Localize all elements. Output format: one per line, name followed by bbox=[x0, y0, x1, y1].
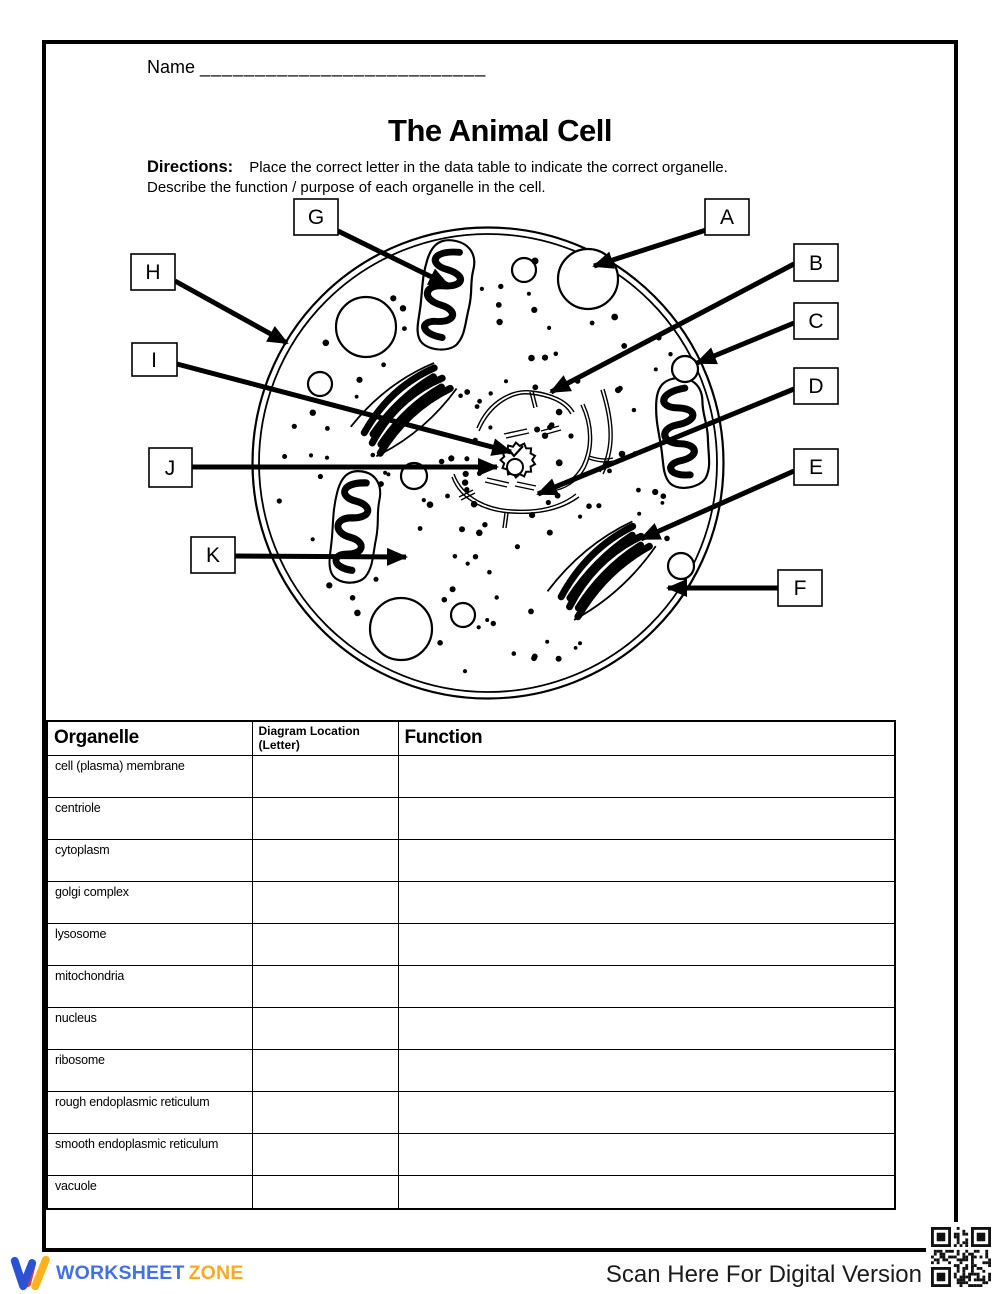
svg-text:E: E bbox=[808, 456, 824, 479]
diagram-label-a bbox=[705, 199, 749, 235]
letter-cell[interactable] bbox=[252, 881, 398, 923]
organelle-name: cytoplasm bbox=[47, 839, 252, 881]
function-cell[interactable] bbox=[398, 1091, 895, 1133]
function-cell[interactable] bbox=[398, 839, 895, 881]
svg-text:D: D bbox=[808, 375, 824, 398]
table-row bbox=[47, 839, 895, 881]
table-row bbox=[47, 965, 895, 1007]
qr-code bbox=[926, 1222, 996, 1292]
svg-text:K: K bbox=[205, 544, 221, 567]
organelle-name: centriole bbox=[47, 797, 252, 839]
organelle-name: rough endoplasmic reticulum bbox=[47, 1091, 252, 1133]
organelle-name: golgi complex bbox=[47, 881, 252, 923]
qr-code-pattern bbox=[931, 1227, 991, 1287]
svg-text:B: B bbox=[808, 252, 824, 275]
organelle-name: lysosome bbox=[47, 923, 252, 965]
diagram-label-k bbox=[191, 537, 235, 573]
diagram-label-g bbox=[294, 199, 338, 235]
brand-zone: ZONE bbox=[188, 1261, 244, 1284]
table-row bbox=[47, 1133, 895, 1175]
function-cell[interactable] bbox=[398, 1175, 895, 1209]
header-organelle: Organelle bbox=[47, 721, 252, 755]
diagram-label-c bbox=[794, 303, 838, 339]
function-cell[interactable] bbox=[398, 797, 895, 839]
function-cell[interactable] bbox=[398, 1007, 895, 1049]
letter-cell[interactable] bbox=[252, 1091, 398, 1133]
table-row bbox=[47, 1007, 895, 1049]
brand-worksheet: WORKSHEET bbox=[56, 1261, 185, 1284]
svg-text:I: I bbox=[151, 349, 157, 372]
diagram-label-j bbox=[149, 448, 192, 487]
function-cell[interactable] bbox=[398, 965, 895, 1007]
organelle-name: nucleus bbox=[47, 1007, 252, 1049]
letter-cell[interactable] bbox=[252, 1049, 398, 1091]
header-diagram-location: Diagram Location (Letter) bbox=[252, 721, 398, 755]
table-row bbox=[47, 923, 895, 965]
letter-cell[interactable] bbox=[252, 797, 398, 839]
svg-text:F: F bbox=[793, 577, 807, 600]
function-cell[interactable] bbox=[398, 881, 895, 923]
letter-cell[interactable] bbox=[252, 839, 398, 881]
table-header-row bbox=[47, 721, 895, 755]
diagram-label-d bbox=[794, 368, 838, 404]
table-row bbox=[47, 755, 895, 797]
svg-text:A: A bbox=[719, 206, 735, 229]
directions-label: Directions: bbox=[147, 158, 234, 176]
directions-line1: Directions: Place the correct letter in the data table to indicate the correct organelle. bbox=[147, 158, 728, 176]
letter-cell[interactable] bbox=[252, 1133, 398, 1175]
diagram-label-b bbox=[794, 244, 838, 281]
letter-cell[interactable] bbox=[252, 1007, 398, 1049]
function-cell[interactable] bbox=[398, 755, 895, 797]
function-cell[interactable] bbox=[398, 1133, 895, 1175]
letter-cell[interactable] bbox=[252, 1175, 398, 1209]
function-cell[interactable] bbox=[398, 923, 895, 965]
table-row bbox=[47, 1175, 895, 1209]
letter-cell[interactable] bbox=[252, 965, 398, 1007]
svg-text:G: G bbox=[307, 206, 325, 229]
name-label: Name bbox=[147, 57, 196, 77]
diagram-label-i bbox=[132, 343, 177, 376]
directions-line2: Describe the function / purpose of each organelle in the cell. bbox=[147, 179, 546, 196]
worksheetzone-logo-icon bbox=[10, 1253, 50, 1293]
organelle-name: ribosome bbox=[47, 1049, 252, 1091]
worksheetzone-logo bbox=[10, 1253, 244, 1293]
page-title: The Animal Cell bbox=[388, 113, 612, 148]
svg-text:H: H bbox=[145, 261, 161, 284]
table-row bbox=[47, 1091, 895, 1133]
svg-text:C: C bbox=[808, 310, 824, 333]
organelle-name: cell (plasma) membrane bbox=[47, 755, 252, 797]
diagram-label-e bbox=[794, 449, 838, 485]
scan-here-text: Scan Here For Digital Version bbox=[605, 1261, 922, 1288]
name-blank-field[interactable]: __________________________ bbox=[200, 57, 487, 77]
table-row bbox=[47, 881, 895, 923]
function-cell[interactable] bbox=[398, 1049, 895, 1091]
organelle-name: vacuole bbox=[47, 1175, 252, 1209]
cell-membrane bbox=[253, 228, 724, 699]
table-row bbox=[47, 1049, 895, 1091]
organelle-name: smooth endoplasmic reticulum bbox=[47, 1133, 252, 1175]
table-row bbox=[47, 797, 895, 839]
organelle-table bbox=[46, 720, 896, 1210]
diagram-label-f bbox=[778, 570, 822, 606]
letter-cell[interactable] bbox=[252, 923, 398, 965]
header-function: Function bbox=[398, 721, 895, 755]
organelle-name: mitochondria bbox=[47, 965, 252, 1007]
centriole bbox=[501, 443, 536, 478]
diagram-labels bbox=[131, 199, 838, 606]
diagram-label-h bbox=[131, 254, 175, 290]
letter-cell[interactable] bbox=[252, 755, 398, 797]
svg-text:J: J bbox=[164, 457, 176, 480]
